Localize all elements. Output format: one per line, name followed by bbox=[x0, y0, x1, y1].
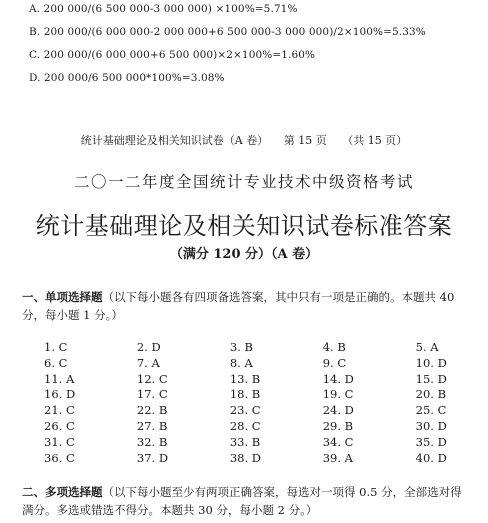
footer-page-total: （共 15 页） bbox=[342, 134, 408, 147]
answer-row bbox=[44, 403, 464, 419]
answer-item: 4. B bbox=[322, 340, 346, 354]
answer-item: 27. B bbox=[136, 418, 168, 433]
footer-title: 统计基础理论及相关知识试卷（A 卷） bbox=[80, 134, 269, 147]
footer-page-number: 第 15 页 bbox=[283, 134, 327, 147]
answer-item: 6. C bbox=[44, 355, 68, 370]
answer-item: 40. D bbox=[415, 450, 447, 465]
answer-key-title: 统计基础理论及相关知识试卷标准答案 bbox=[35, 212, 453, 240]
answer-item: 5. A bbox=[415, 340, 439, 354]
answer-item: 24. D bbox=[322, 403, 354, 418]
section-1-instructions bbox=[22, 288, 467, 324]
answer-item: 10. D bbox=[415, 355, 447, 370]
answer-item: 35. D bbox=[415, 434, 447, 449]
section-1-description: （以下每小题各有四项备选答案，其中只有一项是正确的。本题共 40 分，每小题 1 分。） bbox=[22, 290, 455, 322]
answer-item: 37. D bbox=[136, 450, 169, 465]
answer-item: 33. B bbox=[229, 434, 261, 449]
section-2-instructions bbox=[22, 483, 467, 519]
answer-grid bbox=[44, 340, 464, 466]
option-c: C. 200 000/(6 000 000+6 500 000)×2×100%=1.60% bbox=[29, 49, 316, 61]
option-a: A. 200 000/(6 500 000-3 000 000) ×100%=5.71% bbox=[29, 3, 298, 15]
page-footer bbox=[0, 132, 488, 148]
answer-item: 1. C bbox=[44, 340, 68, 354]
answer-item: 39. A bbox=[322, 450, 353, 465]
answer-item: 3. B bbox=[229, 340, 253, 354]
answer-item: 29. B bbox=[322, 418, 354, 433]
answer-item: 31. C bbox=[44, 434, 75, 449]
option-d: D. 200 000/6 500 000*100%=3.08% bbox=[29, 72, 225, 84]
answer-item: 16. D bbox=[44, 387, 76, 402]
answer-item: 17. C bbox=[136, 387, 168, 402]
answer-item: 20. B bbox=[415, 387, 447, 402]
answer-item: 7. A bbox=[136, 355, 160, 370]
answer-item: 21. C bbox=[44, 403, 75, 418]
answer-item: 11. A bbox=[44, 371, 75, 386]
answer-row bbox=[44, 451, 464, 467]
answer-item: 19. C bbox=[322, 387, 354, 402]
answer-item: 38. D bbox=[229, 450, 261, 465]
answer-row bbox=[44, 356, 464, 372]
answer-item: 25. C bbox=[415, 403, 447, 418]
section-2-heading: 二、多项选择题 bbox=[22, 485, 103, 499]
section-2-description: （以下每小题至少有两项正确答案，每选对一项得 0.5 分，全部选对得满分。多选或错选不得分。本题共 30 分，每小题 2 分。） bbox=[22, 485, 462, 517]
answer-item: 30. D bbox=[415, 418, 447, 433]
answer-item: 13. B bbox=[229, 371, 261, 386]
answer-item: 23. C bbox=[229, 403, 261, 418]
answer-row bbox=[44, 372, 464, 388]
answer-item: 34. C bbox=[322, 434, 354, 449]
answer-item: 32. B bbox=[136, 434, 168, 449]
answer-item: 12. C bbox=[136, 371, 168, 386]
answer-item: 18. B bbox=[229, 387, 261, 402]
answer-key-subtitle: （满分 120 分）（A 卷） bbox=[169, 247, 319, 262]
section-1-heading: 一、单项选择题 bbox=[22, 290, 103, 304]
answer-item: 26. C bbox=[44, 418, 75, 433]
answer-item: 8. A bbox=[229, 355, 253, 370]
exam-title: 二〇一二年度全国统计专业技术中级资格考试 bbox=[73, 173, 414, 191]
answer-row bbox=[44, 340, 464, 356]
answer-item: 36. C bbox=[44, 450, 75, 465]
answer-row bbox=[44, 419, 464, 435]
answer-item: 15. D bbox=[415, 371, 447, 386]
answer-item: 14. D bbox=[322, 371, 354, 386]
answer-item: 9. C bbox=[322, 355, 347, 370]
answer-row bbox=[44, 435, 464, 451]
answer-row bbox=[44, 387, 464, 403]
answer-item: 28. C bbox=[229, 418, 261, 433]
answer-item: 2. D bbox=[136, 340, 161, 354]
answer-item: 22. B bbox=[136, 403, 168, 418]
option-b: B. 200 000/(6 000 000-2 000 000+6 500 000-3 000 000)/2×100%=5.33% bbox=[29, 26, 426, 38]
